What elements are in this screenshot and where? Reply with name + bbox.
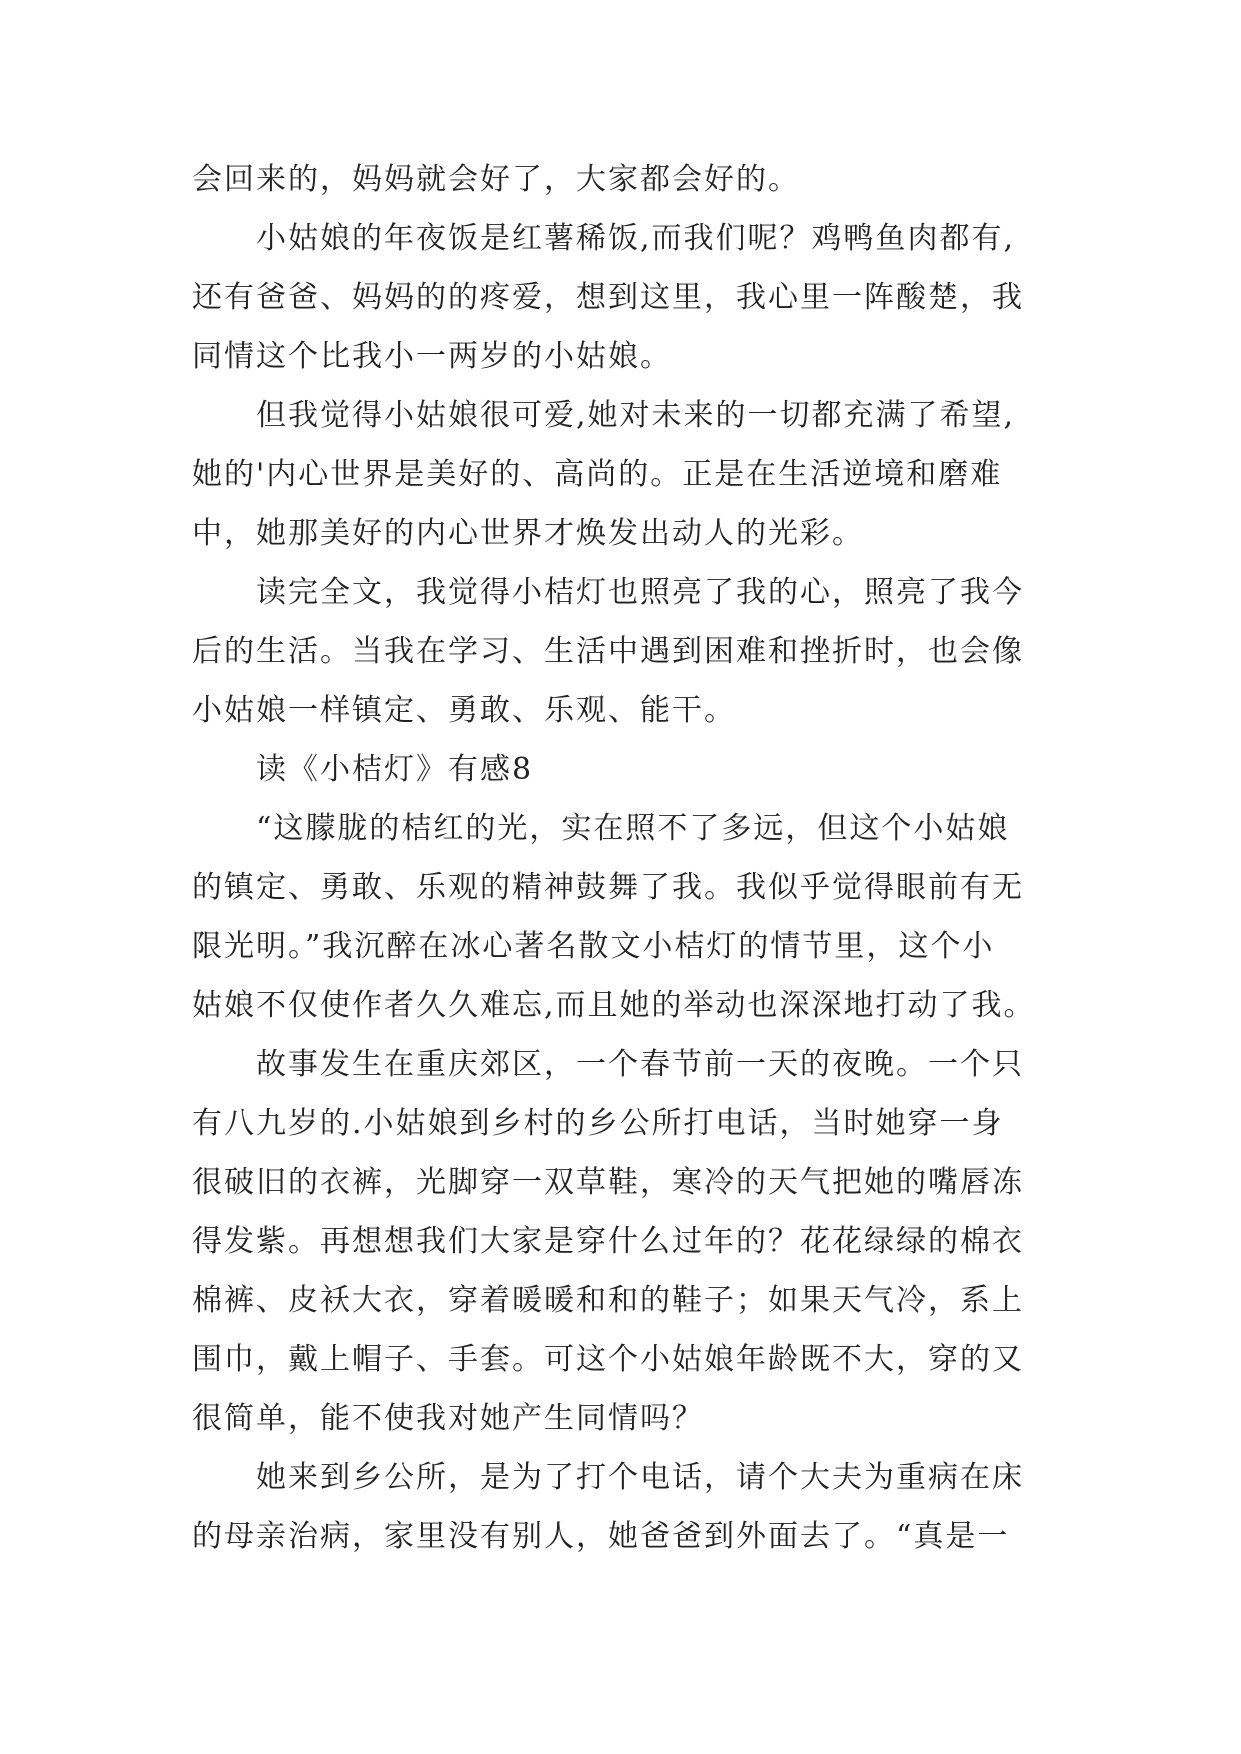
- text-line: 她来到乡公所，是为了打个电话，请个大夫为重病在床: [256, 1460, 1024, 1495]
- text-line: 棉裤、皮袄大衣，穿着暖暖和和的鞋子；如果天气冷，系上: [192, 1283, 1024, 1318]
- text-line: “这朦胧的桔红的光，实在照不了多远，但这个小姑娘: [256, 811, 1010, 846]
- text-line: 限光明。”我沉醉在冰心著名散文小桔灯的情节里，这个小: [192, 929, 995, 964]
- text-line: 后的生活。当我在学习、生活中遇到困难和挫折时，也会像: [192, 634, 1024, 669]
- text-line: 中，她那美好的内心世界才焕发出动人的光彩。: [192, 516, 864, 551]
- text-line: 的母亲治病，家里没有别人，她爸爸到外面去了。“真是一: [192, 1519, 1010, 1554]
- text-line: 有八九岁的.小姑娘到乡村的乡公所打电话，当时她穿一身: [192, 1106, 1004, 1141]
- document-body: [192, 150, 1072, 1566]
- text-line: 的镇定、勇敢、乐观的精神鼓舞了我。我似乎觉得眼前有无: [192, 870, 1024, 905]
- text-line: 还有爸爸、妈妈的的疼爱，想到这里，我心里一阵酸楚，我: [192, 280, 1024, 315]
- text-line: 同情这个比我小一两岁的小姑娘。: [192, 339, 672, 374]
- text-line: 姑娘不仅使作者久久难忘,而且她的举动也深深地打动了我。: [192, 988, 1036, 1023]
- text-line: 小姑娘一样镇定、勇敢、乐观、能干。: [192, 693, 736, 728]
- text-line: 会回来的，妈妈就会好了，大家都会好的。: [192, 162, 800, 197]
- text-line: 很简单，能不使我对她产生同情吗？: [192, 1401, 704, 1436]
- text-line: 故事发生在重庆郊区，一个春节前一天的夜晚。一个只: [256, 1047, 1024, 1082]
- text-line: 很破旧的衣裤，光脚穿一双草鞋，寒冷的天气把她的嘴唇冻: [192, 1165, 1024, 1200]
- text-line: 围巾，戴上帽子、手套。可这个小姑娘年龄既不大，穿的又: [192, 1342, 1024, 1377]
- text-line: 她的'内心世界是美好的、高尚的。正是在生活逆境和磨难: [192, 457, 1003, 492]
- text-line: 小姑娘的年夜饭是红薯稀饭,而我们呢？鸡鸭鱼肉都有,: [256, 221, 1016, 256]
- text-line: 但我觉得小姑娘很可爱,她对未来的一切都充满了希望,: [256, 398, 1016, 433]
- text-line: 得发紫。再想想我们大家是穿什么过年的？花花绿绿的棉衣: [192, 1224, 1024, 1259]
- text-line: 读完全文，我觉得小桔灯也照亮了我的心，照亮了我今: [256, 575, 1024, 610]
- section-heading: 读《小桔灯》有感8: [256, 752, 534, 787]
